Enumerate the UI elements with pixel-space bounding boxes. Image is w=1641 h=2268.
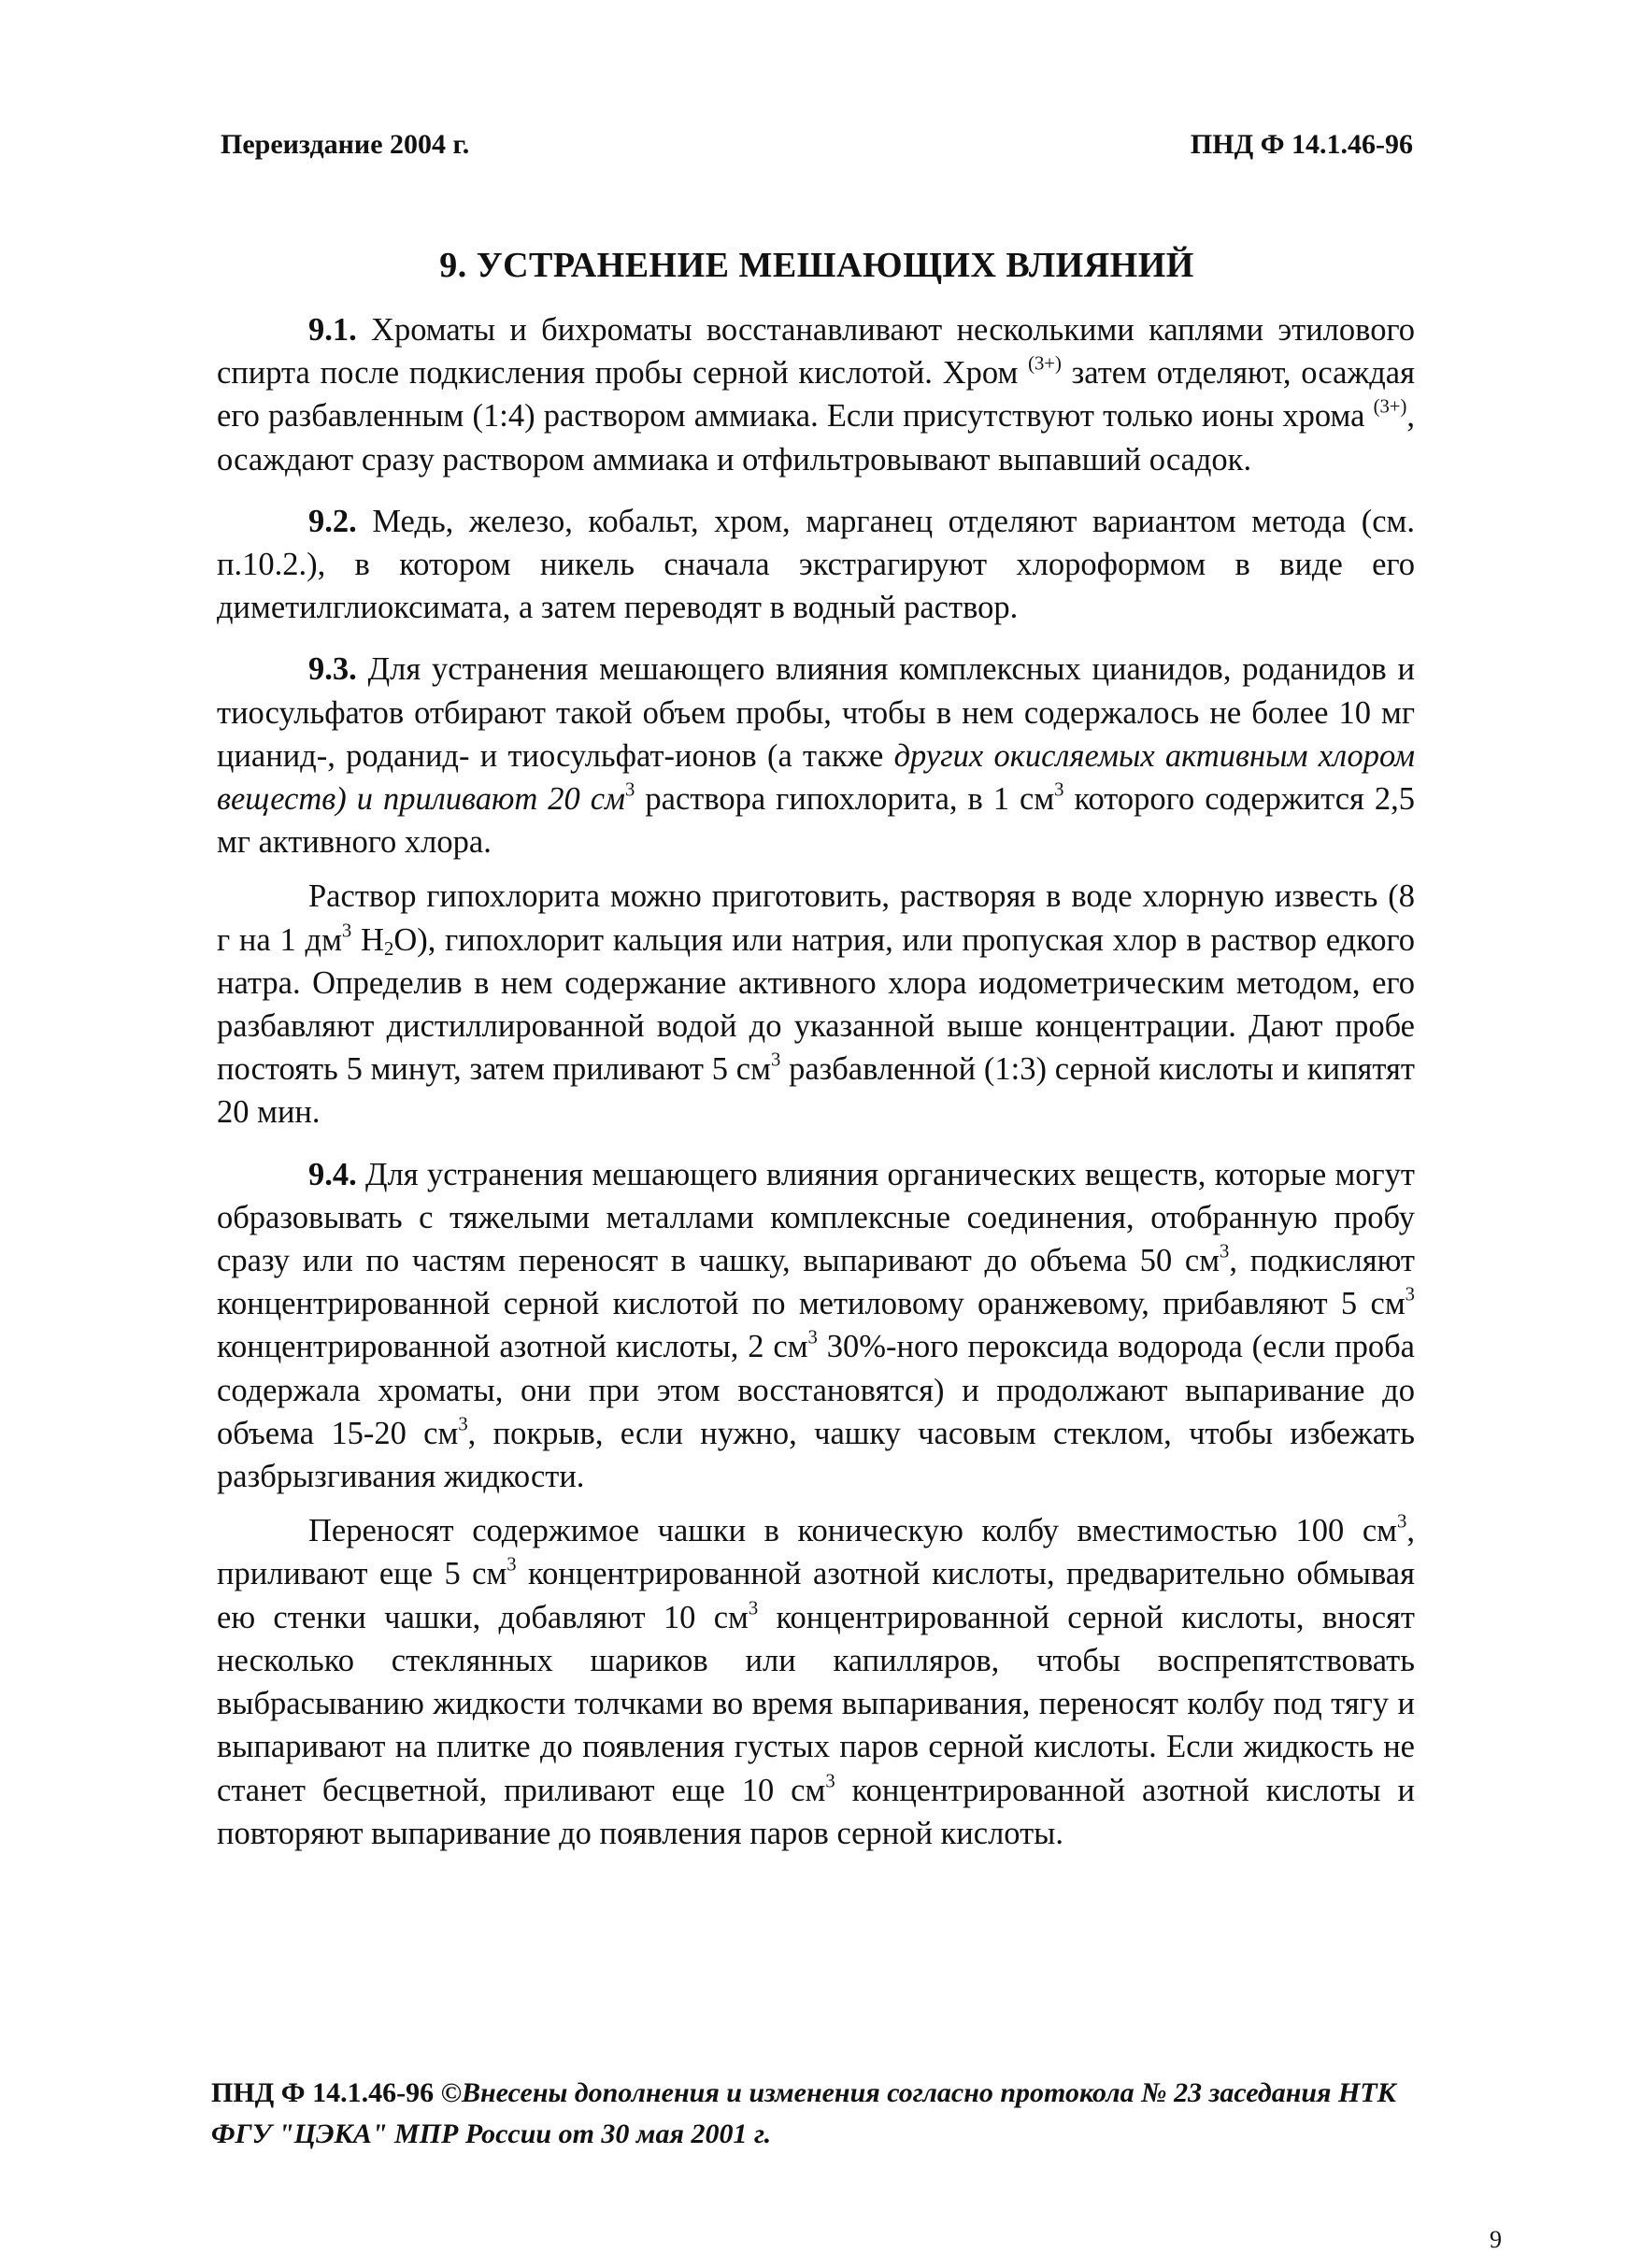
text-run: , приливают еще 5 см xyxy=(217,1513,1415,1592)
superscript: (3+) xyxy=(1028,353,1062,375)
text-run: H xyxy=(351,921,384,958)
paragraph-evaporation xyxy=(217,1509,1415,1855)
superscript: 3 xyxy=(748,1598,759,1619)
text-run: Переносят содержимое чашки в коническую колбу вместимостью 100 см xyxy=(308,1513,1398,1549)
clause-number: 9.4. xyxy=(308,1156,357,1192)
text-run: Для устранения мешающего влияния органических веществ, которые могут образовывать с тяжелыми металлами комплексные соединения, отобранную пробу сразу или по частям переносят в чашку, выпаривают до объема 50 см xyxy=(217,1156,1415,1279)
superscript: 3 xyxy=(825,1771,835,1792)
document-body xyxy=(217,308,1415,1855)
footnote xyxy=(211,2073,1417,2155)
clause-number: 9.1. xyxy=(308,312,357,348)
paragraph-9-4 xyxy=(217,1153,1415,1499)
text-run: которого содержится 2,5 мг активного хлора. xyxy=(217,781,1415,861)
superscript: 3 xyxy=(807,1327,818,1348)
paragraph-9-2 xyxy=(217,500,1415,630)
superscript: 3 xyxy=(770,1049,781,1071)
superscript: 3 xyxy=(1397,1511,1407,1533)
text-run: концентрированной азотной кислоты, предварительно обмывая ею стенки чашки, добавляют 10 см xyxy=(217,1556,1415,1635)
paragraph-hypochlorite xyxy=(217,875,1415,1134)
superscript: 3 xyxy=(341,920,352,942)
subscript: 2 xyxy=(383,938,394,960)
paragraph-9-3 xyxy=(217,648,1415,863)
text-run: Для устранения мешающего влияния комплексных цианидов, роданидов и тиосульфатов отбирают такой объем пробы, чтобы в нем содержалось не более 10 мг цианид-, роданид- и тиосульфат-ионов (а также xyxy=(217,651,1415,774)
clause-number: 9.3. xyxy=(308,651,357,688)
text-run: Раствор гипохлорита можно приготовить, растворяя в воде хлорную известь (8 г на 1 дм xyxy=(217,878,1415,958)
copyright-mark: © xyxy=(440,2077,462,2108)
text-run: концентрированной азотной кислоты и повторяют выпаривание до появления паров серной кислоты. xyxy=(217,1772,1415,1851)
section-title: 9. УСТРАНЕНИЕ МЕШАЮЩИХ ВЛИЯНИЙ xyxy=(439,246,1194,285)
text-run: Хроматы и бихроматы восстанавливают несколькими каплями этилового спирта после подкисления пробы серной кислотой. Хром xyxy=(217,312,1415,392)
running-header xyxy=(221,129,1413,161)
page-number: 9 xyxy=(1490,2226,1502,2253)
footnote-code: ПНД Ф 14.1.46-96 xyxy=(211,2077,441,2108)
superscript: 3 xyxy=(625,779,635,801)
text-run: , подкисляют концентрированной серной кислотой по метиловому оранжевому, прибавляют 5 см xyxy=(217,1243,1415,1322)
italic-run: других окисляемых активным хлором веществ) и приливают 20 см xyxy=(217,737,1415,818)
superscript: 3 xyxy=(1405,1284,1415,1305)
text-run: O), гипохлорит кальция или натрия, или пропуская хлор в раствор едкого натра. Определив в нем содержание активного хлора иодометрическим методом, его разбавляют дистиллированной водой до указанной выше концентрации. Дают пробе постоять 5 минут, затем приливают 5 см xyxy=(217,921,1416,1088)
superscript: (3+) xyxy=(1373,396,1407,418)
superscript: 3 xyxy=(458,1414,468,1435)
text-run: , осаждают сразу раствором аммиака и отфильтровывают выпавший осадок. xyxy=(217,398,1415,478)
text-run: концентрированной серной кислоты, вносят несколько стеклянных шариков или капилляров, чтобы воспрепятствовать выбрасыванию жидкости толчками во время выпаривания, переносят колбу под тягу и выпаривают на плитке до появления густых паров серной кислоты. Если жидкость не станет бесцветной, приливают еще 10 см xyxy=(217,1599,1415,1808)
text-run: , покрыв, если нужно, чашку часовым стеклом, чтобы избежать разбрызгивания жидкости. xyxy=(217,1415,1415,1495)
reprint-note: Переиздание 2004 г. xyxy=(221,129,470,160)
text-run: затем отделяют, осаждая его разбавленным (1:4) раствором аммиака. Если присутствуют только ионы хрома xyxy=(217,355,1415,435)
paragraph-9-1 xyxy=(217,308,1415,481)
text-run: концентрированной азотной кислоты, 2 см xyxy=(217,1329,808,1365)
footnote-text: Внесены дополнения и изменения согласно протокола № 23 заседания НТК ФГУ "ЦЭКА" МПР России от 30 мая 2001 г. xyxy=(211,2077,1397,2149)
clause-number: 9.2. xyxy=(308,503,357,539)
text-run: 30%-ного пероксида водорода (если проба содержала хроматы, они при этом восстановятся) и продолжают выпаривание до объема 15-20 см xyxy=(217,1329,1415,1451)
superscript: 3 xyxy=(507,1555,517,1576)
text-run: разбавленной (1:3) серной кислоты и кипятят 20 мин. xyxy=(217,1051,1415,1131)
document-code: ПНД Ф 14.1.46-96 xyxy=(1190,129,1413,160)
text-run: раствора гипохлорита, в 1 см xyxy=(635,781,1055,818)
text-run: Медь, железо, кобальт, хром, марганец отделяют вариантом метода (см. п.10.2.), в котором никель сначала экстрагируют хлороформом в виде его диметилглиоксимата, а затем переводят в водный раствор. xyxy=(217,503,1415,626)
superscript: 3 xyxy=(1054,779,1064,801)
superscript: 3 xyxy=(1220,1241,1230,1262)
